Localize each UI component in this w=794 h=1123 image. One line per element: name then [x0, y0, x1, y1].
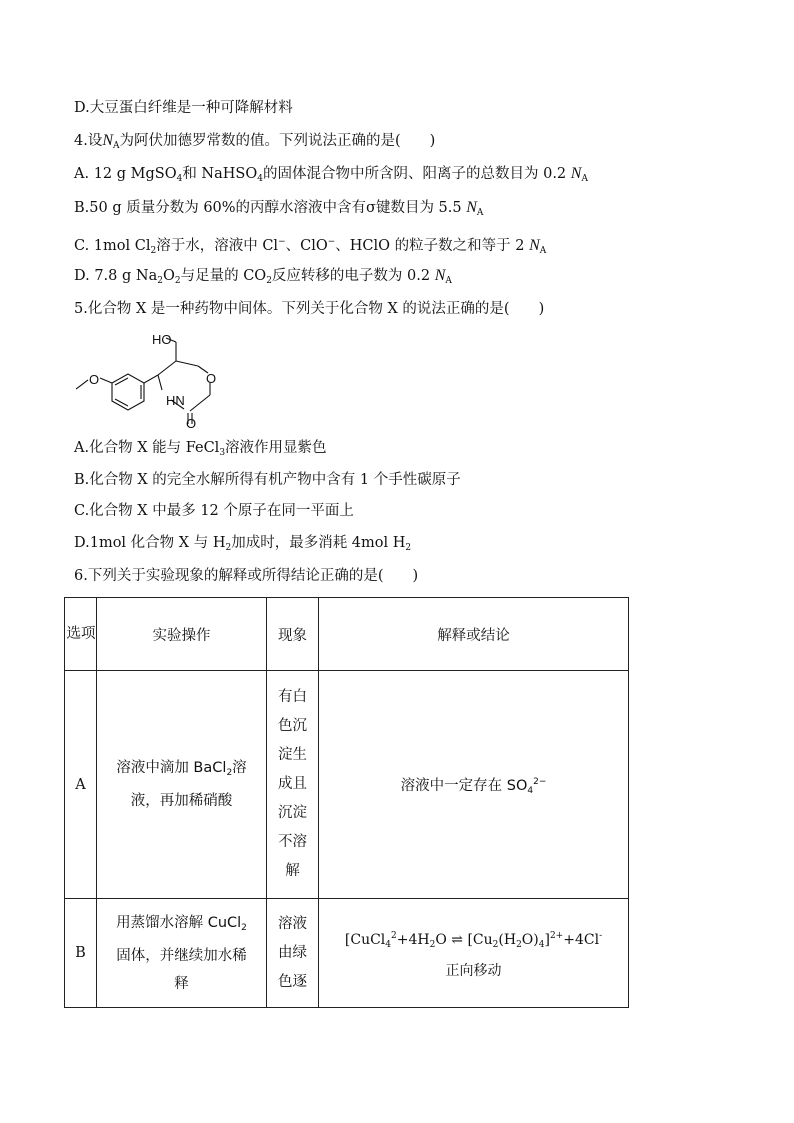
carbonyl-o-label: O — [186, 416, 197, 428]
q5-option-d: D.1mol 化合物 X 与 $H_2$加成时，最多消耗 4mol $H_2$ — [74, 535, 412, 553]
row-conclusion: 溶液中一定存在 $SO_4^{2-}$ — [319, 671, 629, 899]
header-operation: 实验操作 — [97, 598, 267, 671]
equilibrium-equation: [$CuCl_4^2+4H_2O$ ⇌ $[Cu_2(H_2O)_4]^{2+}+4Cl^-$ — [344, 930, 603, 950]
compound-x-structure — [76, 328, 246, 428]
q5-option-c: C.化合物 X 中最多 12 个原子在同一平面上 — [74, 503, 354, 519]
table-header-row — [65, 598, 629, 671]
q4-stem: 4.设$N_A$为阿伏加德罗常数的值。下列说法正确的是( ) — [74, 132, 436, 151]
nh-label: HN — [166, 393, 185, 408]
row-option: A — [65, 671, 97, 899]
experiment-table — [64, 597, 629, 1008]
row-option: B — [65, 899, 97, 1008]
row-conclusion — [319, 899, 629, 1008]
q4-option-d: D. 7.8 g $Na_2O_2$与足量的 $CO_2$反应转移的电子数为 0.2 $N_A$ — [74, 267, 452, 286]
row-operation: 溶液中滴加 BaCl$_2$溶液，再加稀硝酸 — [97, 671, 267, 899]
q3-option-d: D.大豆蛋白纤维是一种可降解材料 — [74, 100, 293, 116]
q6-stem: 6.下列关于实验现象的解释或所得结论正确的是( ) — [74, 568, 419, 584]
row-phenomenon: 溶液由绿色逐 — [267, 899, 319, 1008]
q4-option-b: B.50 g 质量分数为 60%的丙醇水溶液中含有σ键数目为 5.5 $N_A$ — [74, 199, 484, 218]
row-operation: 用蒸馏水溶解 CuCl$_2$固体，并继续加水稀释 — [97, 899, 267, 1008]
table-row — [65, 899, 629, 1008]
header-phenomenon: 现象 — [267, 598, 319, 671]
q5-option-b: B.化合物 X 的完全水解所得有机产物中含有 1 个手性碳原子 — [74, 472, 461, 488]
ring-o-label: O — [206, 371, 217, 386]
ho-label: HO — [152, 332, 172, 347]
conclusion-tail: 正向移动 — [445, 962, 502, 979]
q4-option-c: C. 1mol $Cl_2$溶于水，溶液中 Cl−、ClO−、HClO 的粒子数之和等于 2 $N_A$ — [74, 237, 547, 256]
row-phenomenon: 有白色沉淀生成且沉淀不溶解 — [267, 671, 319, 899]
q5-option-a: A.化合物 X 能与 FeCl$_3$溶液作用显紫色 — [74, 440, 327, 458]
q4-option-a: A. 12 g MgSO$_4$和 NaHSO$_4$的固体混合物中所含阴、阳离子的总数目为 0.2 $N_A$ — [74, 165, 588, 184]
table-row — [65, 671, 629, 899]
header-option: 选项 — [65, 598, 97, 671]
q5-stem: 5.化合物 X 是一种药物中间体。下列关于化合物 X 的说法正确的是( ) — [74, 301, 545, 317]
methoxy-o-label: O — [89, 372, 100, 387]
header-conclusion: 解释或结论 — [319, 598, 629, 671]
